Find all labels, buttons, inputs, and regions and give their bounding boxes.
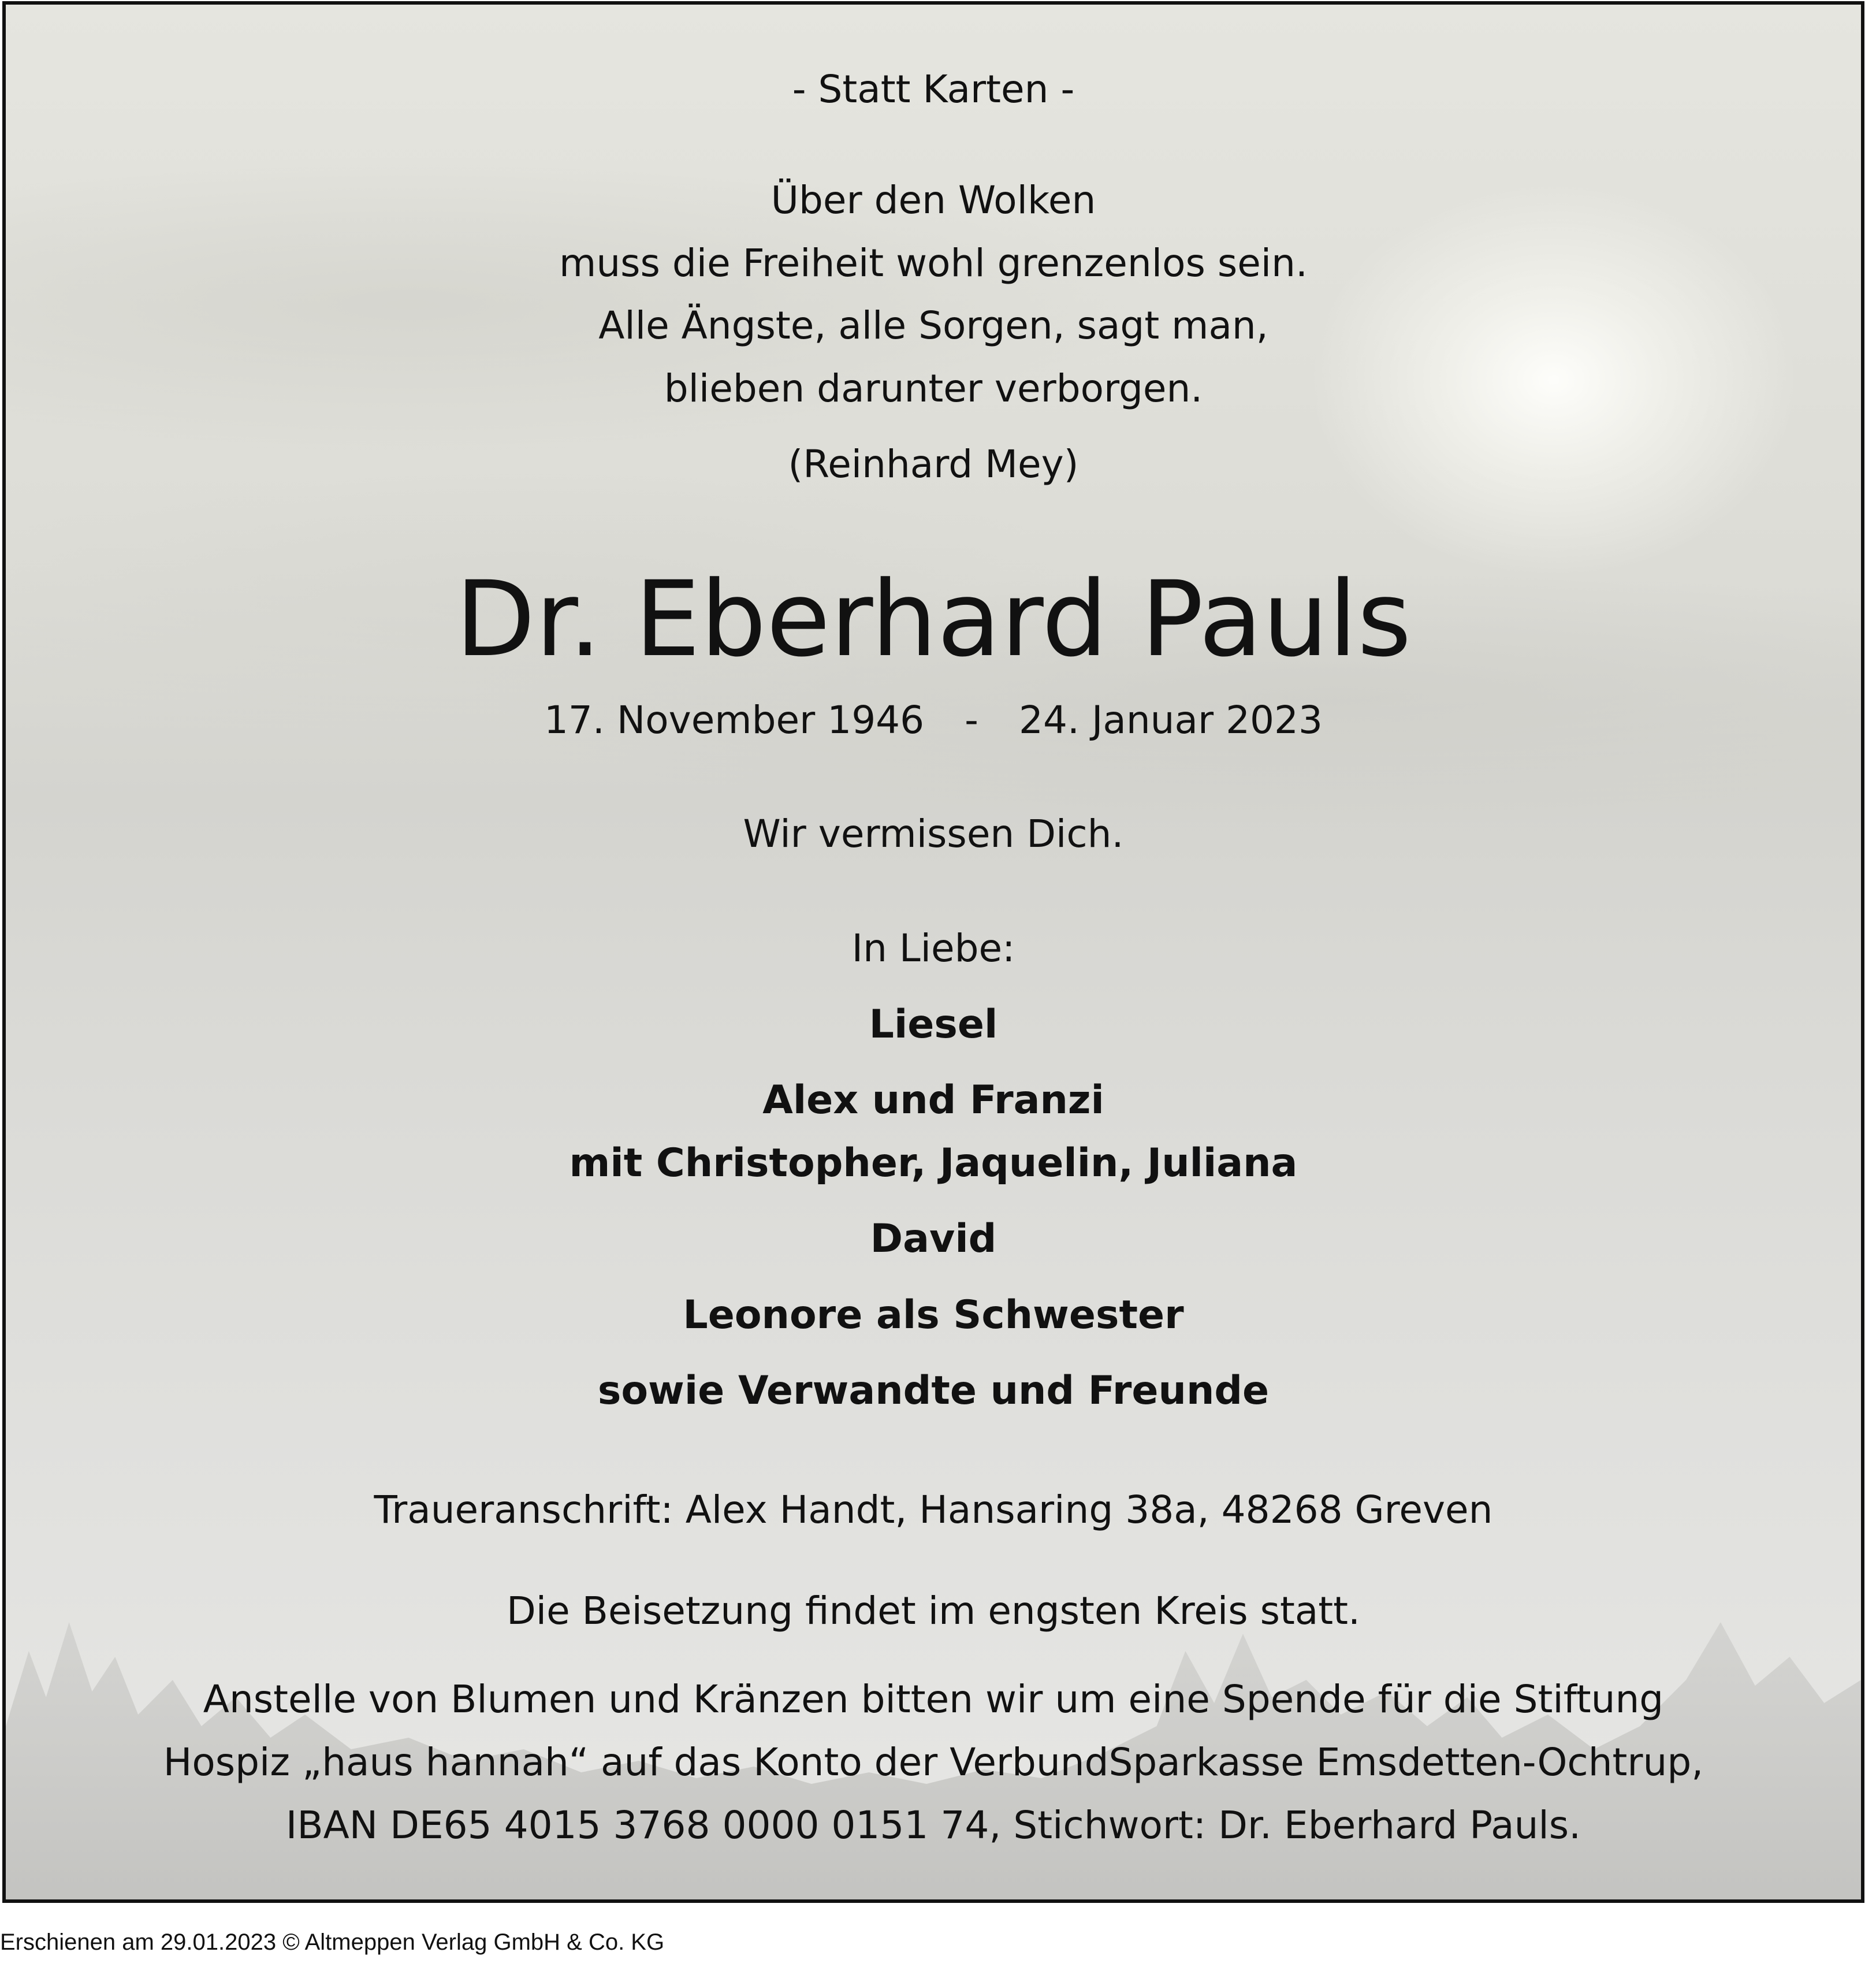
poem-line-2: muss die Freiheit wohl grenzenlos sein.	[559, 241, 1308, 285]
death-date: 24. Januar 2023	[1019, 698, 1323, 742]
poem-line-3: Alle Ängste, alle Sorgen, sagt man,	[598, 303, 1268, 348]
life-dates	[6, 698, 1861, 742]
mourner-grandchildren: mit Christopher, Jaquelin, Juliana	[569, 1140, 1298, 1186]
in-love-label: In Liebe:	[851, 926, 1015, 971]
poem-line-1: Über den Wolken	[770, 178, 1096, 222]
burial-notice: Die Beisetzung findet im engsten Kreis statt.	[506, 1589, 1361, 1633]
donation-line-1: Anstelle von Blumen und Kränzen bitten wir um eine Spende für die Stiftung	[203, 1677, 1664, 1722]
publication-footer: Erschienen am 29.01.2023 © Altmeppen Verlag GmbH & Co. KG	[0, 1929, 665, 1955]
donation-line-3: IBAN DE65 4015 3768 0000 0151 74, Stichwort: Dr. Eberhard Pauls.	[285, 1803, 1581, 1847]
header-statt-karten: - Statt Karten -	[792, 67, 1075, 111]
donation-line-2: Hospiz „haus hannah“ auf das Konto der VerbundSparkasse Emsdetten-Ochtrup,	[163, 1740, 1704, 1784]
message: Wir vermissen Dich.	[743, 812, 1124, 856]
obituary-content	[6, 5, 1861, 1899]
date-separator: -	[965, 698, 978, 742]
birth-date: 17. November 1946	[544, 698, 925, 742]
mourner-relatives-friends: sowie Verwandte und Freunde	[597, 1368, 1270, 1414]
poem-line-4: blieben darunter verborgen.	[664, 366, 1203, 411]
obituary-card	[2, 1, 1864, 1903]
poem-author: (Reinhard Mey)	[788, 442, 1079, 486]
mourning-address: Traueranschrift: Alex Handt, Hansaring 38a, 48268 Greven	[374, 1488, 1493, 1532]
mourner-david: David	[870, 1216, 997, 1262]
mourner-leonore: Leonore als Schwester	[683, 1292, 1184, 1338]
deceased-name: Dr. Eberhard Pauls	[455, 559, 1412, 680]
mourner-liesel: Liesel	[869, 1002, 998, 1047]
mourner-alex-franzi: Alex und Franzi	[762, 1077, 1104, 1123]
